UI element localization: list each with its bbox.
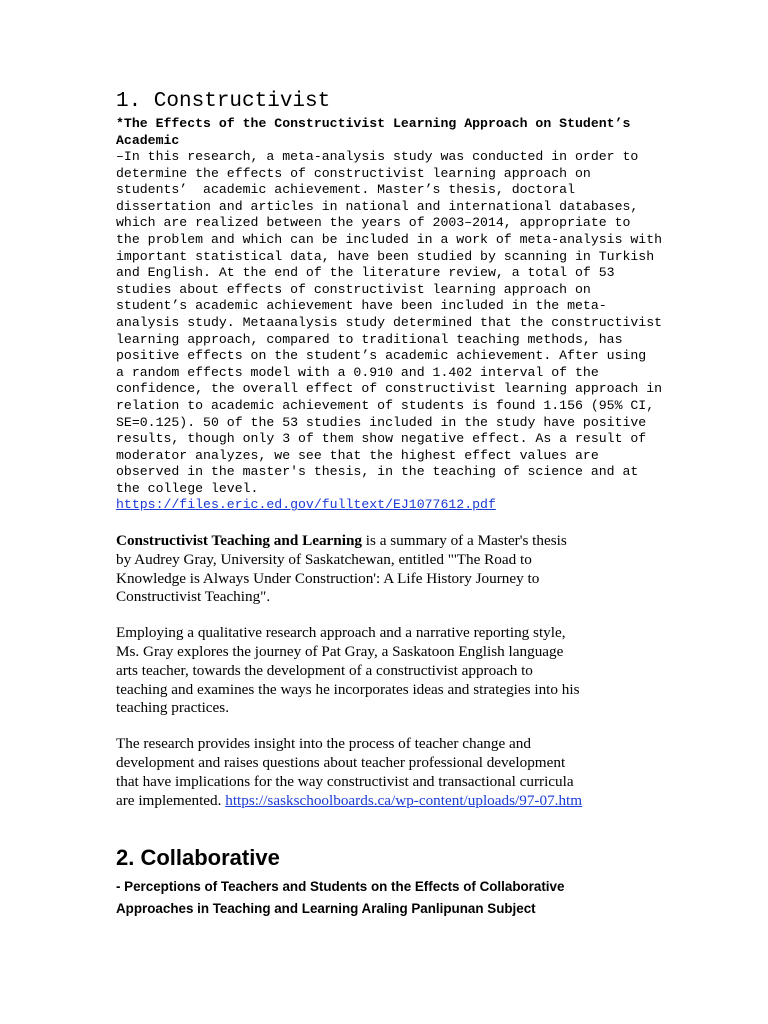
abstract-line: students’ academic achievement. Master’s thesis, doctoral [116,182,575,198]
summary-line: Constructivist Teaching". [116,588,271,606]
abstract-line: learning approach, compared to traditional teaching methods, has [116,331,623,347]
employing-line: Employing a qualitative research approach and a narrative reporting style, [116,624,566,642]
abstract-line: determine the effects of constructivist learning approach on [116,165,591,181]
abstract-paragraph [116,149,663,514]
section-2-subtitle [116,876,656,920]
abstract-line: dissertation and articles in national and international databases, [116,198,639,214]
abstract-line: student’s academic achievement have been included in the meta- [116,298,607,314]
summary-bold-title: Constructivist Teaching and Learning [116,532,362,550]
summary-line [116,532,676,551]
summary-line-rest: is a summary of a Master's thesis [362,532,567,550]
abstract-line: a random effects model with a 0.910 and 1.402 interval of the [116,364,599,380]
research-line: development and raises questions about teacher professional development [116,754,566,772]
employing-paragraph [116,624,676,718]
document-page [116,88,663,920]
section-2-heading: 2. Collaborative [116,845,280,871]
abstract-line: positive effects on the student’s academic achievement. After using [116,348,647,364]
research-paragraph [116,735,676,810]
research-last-text: are implemented. [116,791,226,809]
eric-pdf-link[interactable]: https://files.eric.ed.gov/fulltext/EJ1077612.pdf [116,497,496,513]
employing-line: arts teacher, towards the development of a constructivist approach to [116,661,533,679]
abstract-line: the college level. [116,480,259,496]
summary-line: by Audrey Gray, University of Saskatchewan, entitled "'The Road to [116,550,532,568]
abstract-line: which are realized between the years of 2003–2014, appropriate to [116,215,631,231]
abstract-line: moderator analyzes, we see that the highest effect values are [116,447,599,463]
abstract-line: relation to academic achievement of students is found 1.156 (95% CI, [116,397,655,413]
abstract-line: studies about effects of constructivist learning approach on [116,281,591,297]
abstract-line: SE=0.125). 50 of the 53 studies included in the study have positive [116,414,647,430]
summary-paragraph [116,532,676,607]
abstract-line: observed in the master's thesis, in the teaching of science and at [116,464,639,480]
research-line: The research provides insight into the process of teacher change and [116,735,531,753]
article-title [116,116,656,149]
saskschoolboards-link[interactable]: https://saskschoolboards.ca/wp-content/uploads/97-07.htm [225,791,583,809]
employing-line: Ms. Gray explores the journey of Pat Gray, a Saskatoon English language [116,643,564,661]
subtitle-line: Approaches in Teaching and Learning Araling Panlipunan Subject [116,901,536,917]
summary-line: Knowledge is Always Under Construction': A Life History Journey to [116,569,540,587]
research-line [116,792,676,811]
article-title-line: *The Effects of the Constructivist Learning Approach on Student’s [116,116,631,131]
abstract-line: and English. At the end of the literature review, a total of 53 [116,265,615,281]
article-title-line: Academic [116,132,180,148]
employing-line: teaching practices. [116,699,230,717]
abstract-line: analysis study. Metaanalysis study determined that the constructivist [116,314,663,330]
abstract-line: –In this research, a meta-analysis study was conducted in order to [116,149,639,164]
abstract-line: the problem and which can be included in a work of meta-analysis with [116,231,663,247]
abstract-line: results, though only 3 of them show negative effect. As a result of [116,431,647,447]
abstract-line: important statistical data, have been studied by scanning in Turkish [116,248,655,264]
abstract-line: confidence, the overall effect of constructivist learning approach in [116,381,663,397]
subtitle-line: - Perceptions of Teachers and Students on the Effects of Collaborative [116,879,565,895]
section-1-heading: 1. Constructivist [116,90,331,113]
research-line: that have implications for the way constructivist and transactional curricula [116,772,574,790]
employing-line: teaching and examines the ways he incorporates ideas and strategies into his [116,680,580,698]
